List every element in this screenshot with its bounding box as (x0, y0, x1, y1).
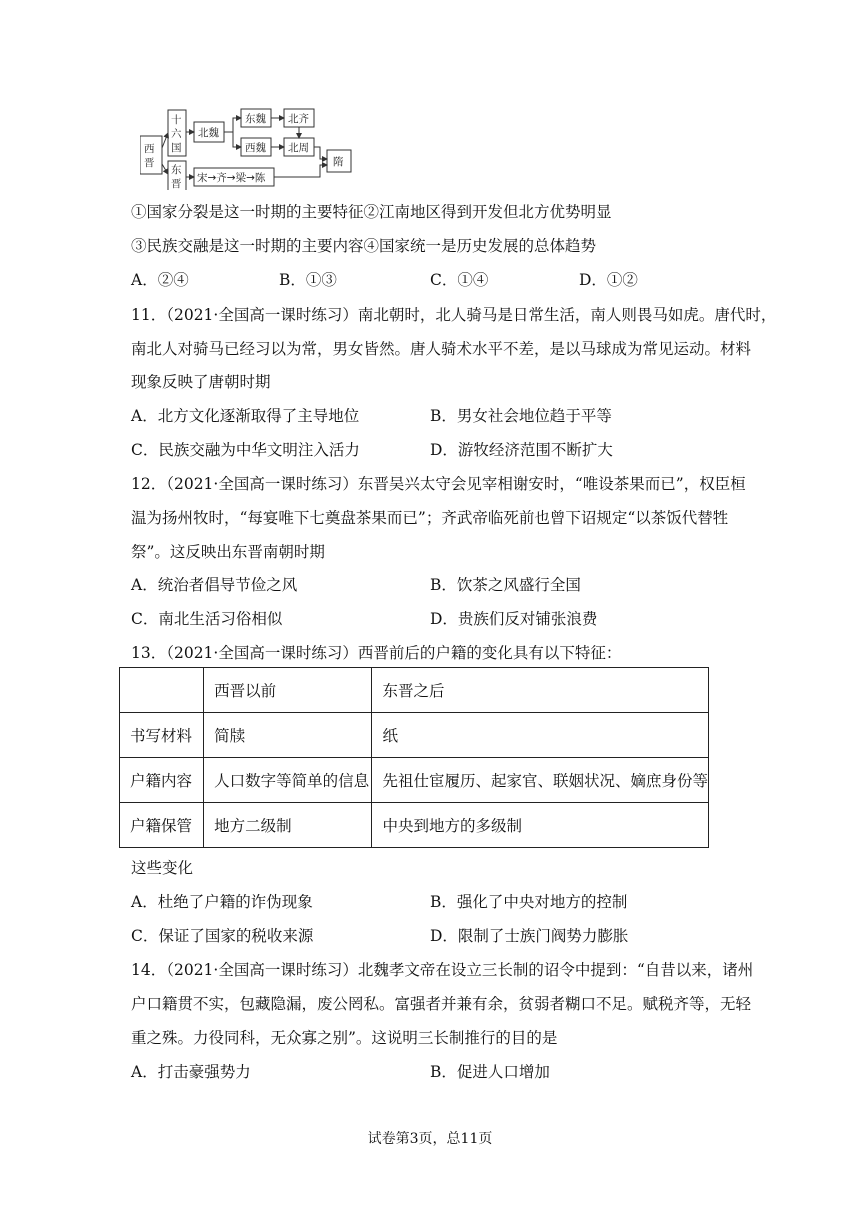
household-register-table (119, 667, 709, 848)
table-row (120, 758, 709, 803)
q12-stem-2: 温为扬州牧时，“每宴唯下七奠盘茶果而已”；齐武帝临死前也曾下诏规定“以茶饭代替牲 (131, 509, 729, 527)
label-beiqi: 北齐 (288, 113, 309, 125)
table-row (120, 713, 709, 758)
label-sui: 隋 (333, 156, 344, 168)
q10-option-a[interactable]: A．②④ (131, 271, 189, 289)
q11-option-b[interactable]: B．男女社会地位趋于平等 (430, 407, 612, 425)
label-liu: 六 (171, 128, 182, 140)
table-cell: 户籍内容 (120, 758, 204, 803)
label-jin: 晋 (144, 157, 155, 169)
q11-option-c[interactable]: C．民族交融为中华文明注入活力 (131, 441, 360, 459)
table-header-row (120, 668, 709, 713)
q10-option-d[interactable]: D．①② (579, 271, 638, 289)
q12-option-a[interactable]: A．统治者倡导节俭之风 (131, 576, 298, 594)
label-dongwei: 东魏 (245, 113, 266, 125)
q11-stem-1: 11．（2021·全国高一课时练习）南北朝时，北人骑马是日常生活，南人则畏马如虎。唐代时， (131, 306, 777, 324)
label-xi: 西 (144, 143, 155, 155)
label-shi: 十 (171, 114, 182, 126)
label-dong: 东 (171, 164, 182, 176)
table-cell: 中央到地方的多级制 (372, 803, 709, 848)
q14-stem-1: 14．（2021·全国高一课时练习）北魏孝文帝在设立三长制的诏令中提到：“自昔以来，诸州 (131, 961, 754, 979)
q11-option-a[interactable]: A．北方文化逐渐取得了主导地位 (131, 407, 360, 425)
label-beizhou: 北周 (288, 142, 309, 154)
q11-stem-2: 南北人对骑马已经习以为常，男女皆然。唐人骑术水平不差，是以马球成为常见运动。材料 (131, 340, 752, 358)
q13-option-d[interactable]: D．限制了士族门阀势力膨胀 (430, 927, 629, 945)
q11-stem-3: 现象反映了唐朝时期 (131, 373, 271, 391)
table-cell: 人口数字等简单的信息 (204, 758, 372, 803)
label-guo: 国 (171, 142, 182, 154)
q14-option-a[interactable]: A．打击豪强势力 (131, 1063, 251, 1081)
table-cell: 先祖仕宦履历、起家官、联姻状况、嫡庶身份等 (372, 758, 709, 803)
table-header-cell: 西晋以前 (204, 668, 372, 713)
table-cell: 纸 (372, 713, 709, 758)
q13-after-table: 这些变化 (131, 859, 194, 877)
q12-stem-1: 12．（2021·全国高一课时练习）东晋吴兴太守会见宰相谢安时，“唯设茶果而已”，权臣桓 (131, 475, 746, 493)
q12-option-c[interactable]: C．南北生活习俗相似 (131, 610, 283, 628)
q10-option-b[interactable]: B．①③ (279, 271, 337, 289)
table-cell: 户籍保管 (120, 803, 204, 848)
dynasty-flow-svg (140, 108, 355, 190)
q13-option-b[interactable]: B．强化了中央对地方的控制 (430, 893, 628, 911)
q13-stem: 13．（2021·全国高一课时练习）西晋前后的户籍的变化具有以下特征： (131, 644, 622, 662)
q12-option-d[interactable]: D．贵族们反对铺张浪费 (430, 610, 598, 628)
q11-option-d[interactable]: D．游牧经济范围不断扩大 (430, 441, 613, 459)
table-header-cell: 东晋之后 (372, 668, 709, 713)
q14-stem-2: 户口籍贯不实，包藏隐漏，废公罔私。富强者并兼有余，贫弱者糊口不足。赋税齐等，无轻 (131, 995, 752, 1013)
q10-statement-2: ③民族交融是这一时期的主要内容④国家统一是历史发展的总体趋势 (131, 237, 597, 255)
q10-option-c[interactable]: C．①④ (430, 271, 489, 289)
label-xiwei: 西魏 (245, 142, 266, 154)
q13-option-a[interactable]: A．杜绝了户籍的诈伪现象 (131, 893, 313, 911)
label-jin2: 晋 (171, 178, 182, 190)
table-row (120, 803, 709, 848)
dynasty-flow-diagram (140, 108, 355, 194)
table-header-cell (120, 668, 204, 713)
q12-option-b[interactable]: B．饮茶之风盛行全国 (430, 576, 581, 594)
q14-stem-3: 重之殊。力役同科，无众寡之别”。这说明三长制推行的目的是 (131, 1029, 558, 1047)
table-cell: 地方二级制 (204, 803, 372, 848)
label-beiwei: 北魏 (198, 127, 219, 139)
q13-option-c[interactable]: C．保证了国家的税收来源 (131, 927, 314, 945)
q14-option-b[interactable]: B．促进人口增加 (430, 1063, 550, 1081)
page-footer: 试卷第3页，总11页 (367, 1131, 493, 1147)
table-cell: 简牍 (204, 713, 372, 758)
table-cell: 书写材料 (120, 713, 204, 758)
label-nanchao: 宋→齐→梁→陈 (197, 172, 266, 184)
q10-statement-1: ①国家分裂是这一时期的主要特征②江南地区得到开发但北方优势明显 (131, 203, 612, 221)
q12-stem-3: 祭”。这反映出东晋南朝时期 (131, 543, 325, 561)
